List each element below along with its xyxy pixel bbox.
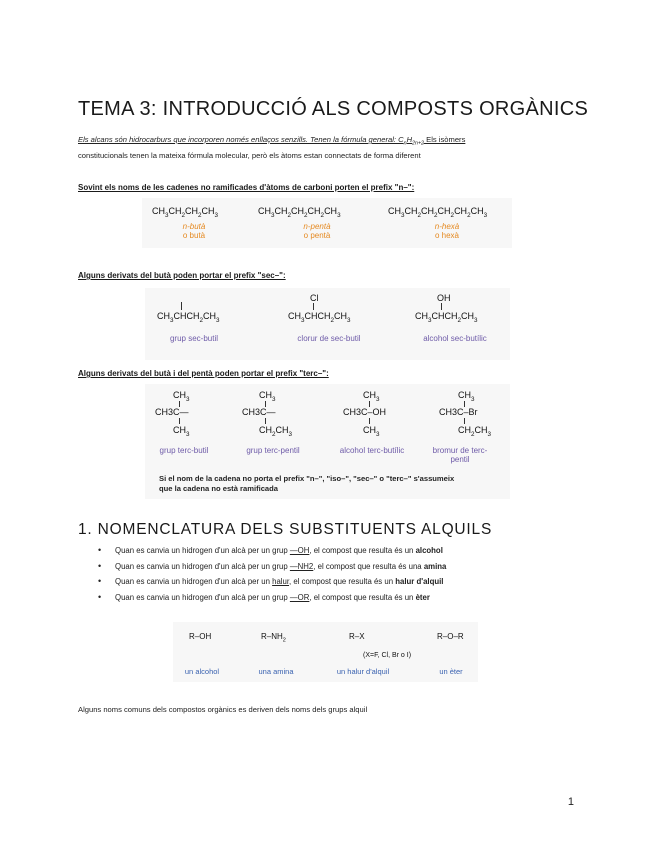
terc-butyl-top: $CH_3$	[173, 390, 190, 403]
terc-butyl-alcohol-top: $CH_3$	[363, 390, 380, 403]
terc-pentyl-bromide-name: bromur de terc-pentil	[432, 446, 488, 464]
sec-butyl-alcohol-formula: $CH_3CHCH_2CH_3$	[415, 311, 478, 324]
page-number: 1	[567, 796, 574, 808]
halide-formula: R–X	[349, 632, 365, 641]
amine-formula: $R-NH_2$	[261, 632, 286, 644]
terc-butyl-bottom: $CH_3$	[173, 425, 190, 438]
n-pentane-name: n-pentà o pentà	[303, 222, 331, 240]
terc-note: Si el nom de la cadena no porta el prefix "n–", "iso–", "sec–" o "terc–" s'assumeix que la cadena no està ramificada	[159, 474, 455, 493]
terc-pentyl-bromide-bottom: $CH_2CH_3$	[458, 425, 492, 438]
sec-prefix-heading: Alguns derivats del butà poden portar el prefix "sec–":	[78, 271, 286, 280]
sec-butyl-formula: $CH_3CHCH_2CH_3$	[157, 311, 220, 324]
section-1-heading: 1. NOMENCLATURA DELS SUBSTITUENTS ALQUILS	[78, 521, 493, 538]
intro-line-2: constitucionals tenen la mateixa fórmula molecular, però els àtoms estan connectats de forma diferent	[78, 151, 421, 160]
amine-name: una amina	[258, 667, 294, 676]
list-item: • Quan es canvia un hidrogen d'un alcà per un grup —OR, el compost que resulta és un èter	[98, 593, 446, 609]
list-item: • Quan es canvia un hidrogen d'un alcà per un grup —NH2, el compost que resulta és una amina	[98, 562, 446, 578]
list-item: • Quan es canvia un hidrogen d'un alcà per un halur, el compost que resulta és un halur d'alquil	[98, 577, 446, 593]
sec-butyl-chloride-formula: $CH_3CHCH_2CH_3$	[288, 311, 351, 324]
n-hexane-name: n-hexà o hexà	[434, 222, 460, 240]
list-item: • Quan es canvia un hidrogen d'un alcà per un grup —OH, el compost que resulta és un alcohol	[98, 546, 446, 562]
terc-prefix-heading: Alguns derivats del butà i del pentà poden portar el prefix "terc–":	[78, 369, 329, 378]
terc-butyl-alcohol-mid: CH3C–OH	[343, 407, 387, 417]
intro-line-1: Els alcans són hidrocarburs que incorporen només enllaços senzills. Tenen la fórmula general: $C_nH_{2n+2}$ Els isòmers	[78, 135, 466, 147]
terc-butyl-alcohol-bottom: $CH_3$	[363, 425, 380, 438]
alcohol-formula: R–OH	[189, 632, 212, 641]
alcohol-name: un alcohol	[184, 667, 220, 676]
n-prefix-heading: Sovint els noms de les cadenes no ramificades d'àtoms de carboni porten el prefix "n–":	[78, 183, 415, 192]
terc-butyl-mid: CH3C—	[155, 407, 189, 417]
n-prefix-figure	[142, 198, 512, 248]
terc-butyl-name: grup terc-butil	[159, 446, 209, 455]
n-hexane-formula: $CH_3CH_2CH_2CH_2CH_2CH_3$	[388, 206, 488, 219]
halide-name: un halur d'alquil	[336, 667, 390, 676]
terc-pentyl-top: $CH_3$	[259, 390, 276, 403]
closing-paragraph: Alguns noms comuns dels compostos orgànics es deriven dels noms dels grups alquil	[78, 705, 368, 714]
sec-cl-substituent: Cl	[310, 293, 319, 303]
terc-pentyl-bromide-top: $CH_3$	[458, 390, 475, 403]
terc-pentyl-bottom: $CH_2CH_3$	[259, 425, 293, 438]
terc-pentyl-name: grup terc-pentil	[246, 446, 300, 455]
halide-note: (X=F, Cl, Br o I)	[363, 652, 412, 659]
sec-butyl-chloride-name: clorur de sec-butil	[297, 334, 361, 343]
ether-formula: R–O–R	[437, 632, 464, 641]
terc-prefix-figure	[145, 384, 510, 499]
n-butane-name: n-butà o butà	[182, 222, 206, 240]
page-title: TEMA 3: INTRODUCCIÓ ALS COMPOSTS ORGÀNICS	[78, 98, 589, 120]
terc-pentyl-mid: CH3C—	[242, 407, 276, 417]
sec-butyl-name: grup sec-butil	[169, 334, 219, 343]
terc-pentyl-bromide-mid: CH3C–Br	[439, 407, 478, 417]
functional-groups-figure	[173, 622, 478, 682]
terc-butyl-alcohol-name: alcohol terc-butílic	[339, 446, 405, 455]
n-butane-formula: $CH_3CH_2CH_2CH_3$	[152, 206, 219, 219]
substituent-bullet-list	[98, 546, 446, 608]
n-pentane-formula: $CH_3CH_2CH_2CH_2CH_3$	[258, 206, 341, 219]
sec-butyl-alcohol-name: alcohol sec-butílic	[423, 334, 487, 343]
ether-name: un èter	[439, 667, 463, 676]
sec-oh-substituent: OH	[437, 293, 451, 303]
sec-prefix-figure	[145, 288, 510, 360]
